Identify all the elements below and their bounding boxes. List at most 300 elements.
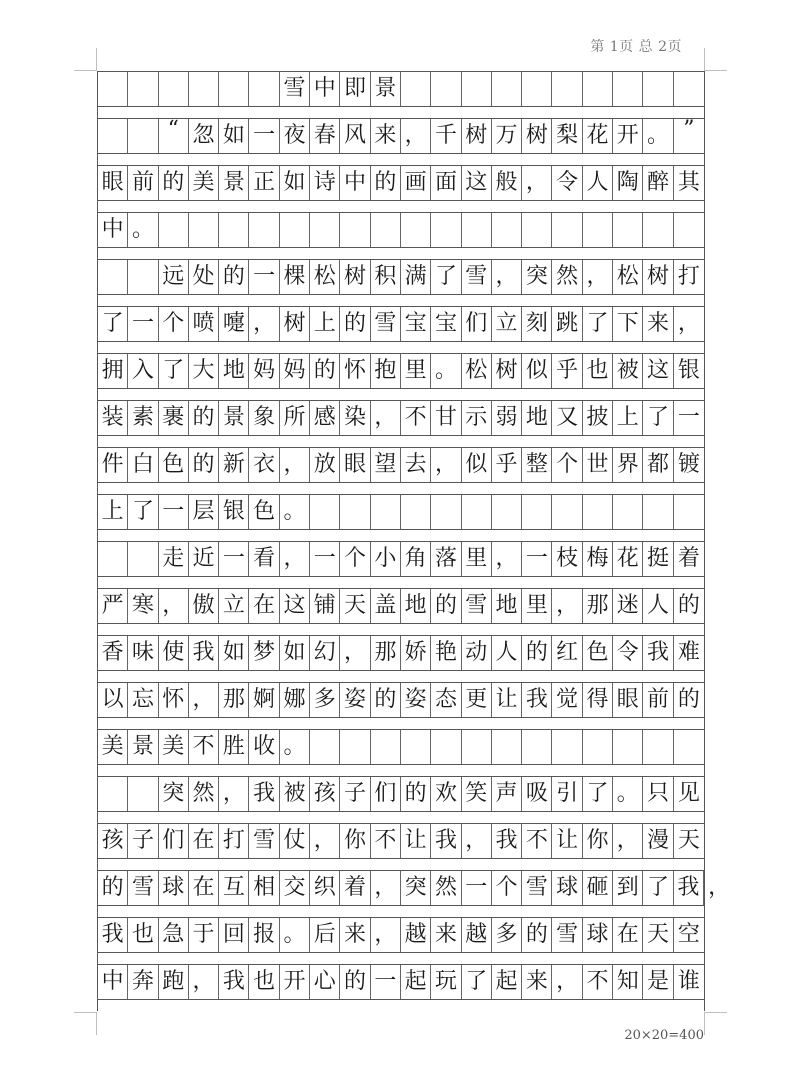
grid-row: [98, 165, 704, 201]
grid-cell: 在: [189, 871, 219, 905]
grid-cell: [189, 72, 219, 106]
grid-cell: 上: [613, 401, 643, 435]
grid-cell: 了: [431, 260, 461, 294]
grid-cell: [159, 72, 189, 106]
grid-cell: 突: [159, 777, 189, 811]
grid-cell: 迷: [613, 589, 643, 623]
grid-cell: 角: [401, 542, 431, 576]
grid-cell: 收: [250, 730, 280, 764]
grid-cell: 子: [340, 777, 370, 811]
grid-cell: 白: [128, 448, 158, 482]
grid-cell: 银: [219, 495, 249, 529]
grid-cell: 见: [677, 781, 700, 806]
grid-cell: 美: [98, 730, 128, 764]
grid-cell: 中: [98, 965, 128, 999]
grid-cell: [219, 213, 249, 247]
grid-cell: 积: [371, 260, 401, 294]
grid-cell: 。: [280, 918, 310, 952]
grid-row: [98, 682, 704, 718]
grid-cell: 中: [310, 72, 340, 106]
grid-cell: 正: [250, 166, 280, 200]
grid-cell: 小: [371, 542, 401, 576]
grid-cell: 让: [492, 683, 522, 717]
grid-cell: 整: [522, 448, 552, 482]
grid-cell: [613, 730, 643, 764]
grid-cell: [128, 260, 158, 294]
grid-cell: 那: [583, 589, 613, 623]
grid-row: [98, 729, 704, 765]
page-number: 第 1页 总 2页: [590, 39, 682, 55]
grid-cell: [98, 119, 128, 153]
grid-cell: 大: [189, 354, 219, 388]
grid-cell: 你: [340, 824, 370, 858]
grid-cell: 难: [677, 640, 700, 665]
grid-cell: [340, 730, 370, 764]
grid-cell: 花: [613, 542, 643, 576]
grid-cell: 乎: [553, 354, 583, 388]
grid-cell: 傲: [189, 589, 219, 623]
grid-cell: 打: [677, 264, 700, 289]
grid-cell: 的: [189, 401, 219, 435]
grid-cell: 回: [219, 918, 249, 952]
grid-cell: 来: [643, 307, 673, 341]
grid-cell: [553, 495, 583, 529]
grid-cell: 突: [401, 871, 431, 905]
grid-cell: 醉: [643, 166, 673, 200]
grid-cell: 砸: [583, 871, 613, 905]
grid-cell: ，: [371, 401, 401, 435]
grid-cell: 上: [310, 307, 340, 341]
grid-cell: 也: [128, 918, 158, 952]
grid-cell: 象: [250, 401, 280, 435]
grid-cell: 艳: [431, 636, 461, 670]
grid-cell: 棵: [280, 260, 310, 294]
grid-cell: 相: [250, 871, 280, 905]
grid-cell: [522, 495, 552, 529]
grid-cell: 裹: [159, 401, 189, 435]
grid-cell: 望: [371, 448, 401, 482]
grid-cell: 衣: [250, 448, 280, 482]
grid-cell: “: [159, 119, 189, 153]
grid-cell: 染: [340, 401, 370, 435]
grid-cell: 下: [613, 307, 643, 341]
grid-cell: 花: [583, 119, 613, 153]
grid-cell: 立: [492, 307, 522, 341]
grid-cell: 空: [677, 922, 700, 947]
grid-cell: 了: [643, 401, 673, 435]
grid-cell: 即: [340, 72, 370, 106]
hanging-punctuation: ，: [708, 875, 731, 900]
grid-cell: 银: [677, 358, 700, 383]
grid-cell: ，: [250, 307, 280, 341]
grid-cell: [613, 72, 643, 106]
grid-cell: [128, 72, 158, 106]
grid-cell: 了: [462, 965, 492, 999]
grid-cell: 了: [643, 871, 673, 905]
grid-cell: [250, 72, 280, 106]
grid-cell: 其: [677, 170, 700, 195]
grid-cell: 如: [280, 636, 310, 670]
grid-cell: 天: [340, 589, 370, 623]
grid-cell: [643, 495, 673, 529]
grid-cell: 了: [159, 354, 189, 388]
grid-cell: 香: [98, 636, 128, 670]
grid-cell: 前: [643, 683, 673, 717]
grid-cell: 的: [677, 593, 700, 618]
grid-cell: 素: [128, 401, 158, 435]
grid-cell: ，: [401, 119, 431, 153]
grid-cell: 。: [280, 495, 310, 529]
grid-cell: 乎: [492, 448, 522, 482]
grid-cell: 娇: [401, 636, 431, 670]
grid-cell: 一: [219, 542, 249, 576]
grid-cell: 的: [310, 354, 340, 388]
grid-cell: 球: [159, 871, 189, 905]
grid-cell: 一: [371, 965, 401, 999]
grid-cell: 越: [462, 918, 492, 952]
grid-cell: 令: [553, 166, 583, 200]
crop-mark-top-right: [704, 48, 727, 71]
grid-cell: [522, 213, 552, 247]
grid-cell: [492, 730, 522, 764]
grid-cell: ，: [583, 260, 613, 294]
grid-cell: 态: [431, 683, 461, 717]
grid-cell: [280, 213, 310, 247]
grid-cell: 了: [583, 307, 613, 341]
grid-cell: 眼: [98, 166, 128, 200]
grid-cell: ，: [280, 448, 310, 482]
grid-cell: [371, 495, 401, 529]
grid-cell: 装: [98, 401, 128, 435]
grid-cell: ，: [522, 166, 552, 200]
grid-cell: ，: [677, 311, 700, 336]
grid-cell: 来: [371, 119, 401, 153]
grid-cell: 那: [219, 683, 249, 717]
grid-cell: 来: [522, 965, 552, 999]
grid-cell: 远: [159, 260, 189, 294]
grid-cell: 笑: [462, 777, 492, 811]
grid-cell: 地: [492, 589, 522, 623]
grid-cell: [674, 213, 704, 247]
grid-cell: 。: [128, 213, 158, 247]
grid-cell: 球: [583, 918, 613, 952]
grid-cell: 的: [219, 260, 249, 294]
grid-cell: 多: [492, 918, 522, 952]
grid-cell: 陶: [613, 166, 643, 200]
grid-cell: [189, 213, 219, 247]
grid-cell: 忘: [128, 683, 158, 717]
grid-cell: 一: [677, 405, 700, 430]
grid-cell: 来: [340, 918, 370, 952]
grid-cell: 满: [401, 260, 431, 294]
grid-cell: 你: [583, 824, 613, 858]
grid-cell: 了: [583, 777, 613, 811]
grid-cell: [340, 495, 370, 529]
grid-cell: 上: [98, 495, 128, 529]
grid-row: [98, 353, 704, 389]
grid-cell: 色: [583, 636, 613, 670]
grid-cell: 不: [371, 824, 401, 858]
grid-cell: [98, 542, 128, 576]
grid-cell: 梅: [583, 542, 613, 576]
grid-cell: ”: [683, 117, 695, 142]
grid-cell: [553, 72, 583, 106]
grid-cell: 然: [553, 260, 583, 294]
grid-cell: [431, 730, 461, 764]
grid-cell: 夜: [280, 119, 310, 153]
grid-cell: ，: [553, 965, 583, 999]
grid-cell: 球: [553, 871, 583, 905]
grid-cell: 我: [674, 871, 704, 905]
grid-cell: 孩: [98, 824, 128, 858]
grid-row: [98, 118, 704, 154]
grid-cell: [613, 495, 643, 529]
grid-cell: [492, 213, 522, 247]
grid-cell: 一: [310, 542, 340, 576]
grid-cell: 落: [431, 542, 461, 576]
grid-cell: 春: [310, 119, 340, 153]
grid-cell: ，: [189, 683, 219, 717]
grid-cell: [643, 213, 673, 247]
grid-cell: 后: [310, 918, 340, 952]
grid-row: [98, 259, 704, 295]
grid-cell: 不: [583, 965, 613, 999]
grid-cell: [401, 213, 431, 247]
grid-cell: [643, 730, 673, 764]
grid-cell: 以: [98, 683, 128, 717]
grid-cell: 诗: [310, 166, 340, 200]
grid-cell: 这: [462, 166, 492, 200]
grid-cell: 的: [371, 166, 401, 200]
grid-cell: 到: [613, 871, 643, 905]
grid-counter: 20×20=400: [624, 1028, 704, 1043]
grid-cell: 只: [643, 777, 673, 811]
grid-cell: [401, 72, 431, 106]
grid-cell: 我: [98, 918, 128, 952]
grid-cell: 又: [553, 401, 583, 435]
grid-cell: 那: [371, 636, 401, 670]
grid-cell: ，: [553, 589, 583, 623]
grid-cell: 树: [643, 260, 673, 294]
grid-cell: 。: [280, 730, 310, 764]
grid-cell: 了: [128, 495, 158, 529]
grid-cell: [431, 495, 461, 529]
grid-cell: 打: [219, 824, 249, 858]
grid-cell: 似: [522, 354, 552, 388]
grid-cell: ，: [492, 542, 522, 576]
grid-cell: ，: [371, 918, 401, 952]
grid-cell: 于: [189, 918, 219, 952]
grid-cell: 宝: [401, 307, 431, 341]
grid-cell: 的: [401, 777, 431, 811]
grid-row: [98, 776, 704, 812]
grid-cell: [492, 495, 522, 529]
grid-cell: 如: [280, 166, 310, 200]
grid-cell: [310, 213, 340, 247]
title-row: [98, 71, 704, 107]
grid-cell: 声: [492, 777, 522, 811]
grid-row: [98, 870, 731, 906]
grid-cell: 地: [219, 354, 249, 388]
grid-cell: 雪: [522, 871, 552, 905]
grid-cell: 觉: [553, 683, 583, 717]
grid-cell: 不: [401, 401, 431, 435]
grid-cell: 着: [340, 871, 370, 905]
grid-cell: 雪: [128, 871, 158, 905]
grid-cell: 个: [492, 871, 522, 905]
grid-cell: 在: [250, 589, 280, 623]
grid-cell: 一: [462, 871, 492, 905]
grid-cell: 我: [643, 636, 673, 670]
grid-cell: [462, 72, 492, 106]
grid-cell: 妈: [280, 354, 310, 388]
grid-cell: [583, 495, 613, 529]
grid-cell: [371, 730, 401, 764]
grid-cell: 面: [431, 166, 461, 200]
grid-cell: 处: [189, 260, 219, 294]
grid-cell: 拥: [98, 354, 128, 388]
grid-cell: 看: [250, 542, 280, 576]
grid-cell: 报: [250, 918, 280, 952]
grid-cell: 子: [128, 824, 158, 858]
grid-cell: 然: [189, 777, 219, 811]
grid-cell: 我: [492, 824, 522, 858]
grid-cell: 也: [250, 965, 280, 999]
grid-cell: 仗: [280, 824, 310, 858]
grid-cell: 让: [401, 824, 431, 858]
grid-cell: 景: [128, 730, 158, 764]
grid-cell: 个: [340, 542, 370, 576]
grid-cell: 的: [431, 589, 461, 623]
grid-cell: 跑: [159, 965, 189, 999]
grid-cell: 雪: [280, 72, 310, 106]
grid-cell: 雪: [553, 918, 583, 952]
grid-cell: 不: [522, 824, 552, 858]
grid-cell: 被: [280, 777, 310, 811]
grid-cell: 婀: [250, 683, 280, 717]
grid-cell: [462, 213, 492, 247]
grid-cell: 宝: [431, 307, 461, 341]
grid-cell: 红: [553, 636, 583, 670]
grid-row: [98, 306, 704, 342]
grid-cell: 娜: [280, 683, 310, 717]
grid-cell: 的: [340, 307, 370, 341]
manuscript-grid: [97, 71, 731, 1011]
grid-cell: 是: [643, 965, 673, 999]
grid-cell: 嚏: [219, 307, 249, 341]
grid-cell: 互: [219, 871, 249, 905]
grid-cell: [492, 72, 522, 106]
grid-cell: 铺: [310, 589, 340, 623]
grid-cell: 枝: [553, 542, 583, 576]
grid-cell: 奔: [128, 965, 158, 999]
grid-cell: 千: [431, 119, 461, 153]
grid-cell: 胜: [219, 730, 249, 764]
grid-cell: 跳: [553, 307, 583, 341]
grid-cell: 似: [462, 448, 492, 482]
grid-row: [98, 400, 704, 436]
grid-cell: 吸: [522, 777, 552, 811]
grid-cell: 。: [613, 777, 643, 811]
grid-cell: 玩: [431, 965, 461, 999]
grid-cell: 都: [643, 448, 673, 482]
grid-cell: [522, 72, 552, 106]
grid-cell: 在: [613, 918, 643, 952]
grid-cell: 姿: [340, 683, 370, 717]
grid-cell: 开: [280, 965, 310, 999]
grid-cell: 一: [159, 495, 189, 529]
grid-cell: 甘: [431, 401, 461, 435]
grid-cell: 们: [371, 777, 401, 811]
grid-cell: [128, 119, 158, 153]
grid-cell: 欢: [431, 777, 461, 811]
grid-cell: 引: [553, 777, 583, 811]
grid-cell: 一: [250, 260, 280, 294]
grid-cell: [159, 213, 189, 247]
grid-cell: 个: [553, 448, 583, 482]
grid-cell: 不: [189, 730, 219, 764]
grid-cell: 里: [401, 354, 431, 388]
grid-cell: 走: [159, 542, 189, 576]
grid-cell: ，: [431, 448, 461, 482]
grid-cell: 眼: [613, 683, 643, 717]
grid-cell: 如: [219, 636, 249, 670]
grid-cell: 起: [492, 965, 522, 999]
grid-cell: [583, 213, 613, 247]
grid-cell: 动: [462, 636, 492, 670]
grid-cell: 们: [462, 307, 492, 341]
grid-cell: 急: [159, 918, 189, 952]
grid-row: [98, 635, 704, 671]
grid-cell: 雪: [371, 307, 401, 341]
grid-cell: 盖: [371, 589, 401, 623]
grid-cell: 新: [219, 448, 249, 482]
grid-cell: 多: [310, 683, 340, 717]
grid-cell: 前: [128, 166, 158, 200]
grid-cell: 人: [583, 166, 613, 200]
grid-cell: ，: [159, 589, 189, 623]
grid-cell: 这: [280, 589, 310, 623]
grid-cell: 雪: [462, 589, 492, 623]
grid-cell: 怀: [159, 683, 189, 717]
grid-cell: 景: [219, 401, 249, 435]
grid-cell: 所: [280, 401, 310, 435]
grid-cell: 人: [492, 636, 522, 670]
grid-row: [98, 494, 704, 530]
grid-cell: 的: [371, 683, 401, 717]
grid-cell: 树: [340, 260, 370, 294]
grid-cell: [613, 213, 643, 247]
grid-cell: 景: [371, 72, 401, 106]
grid-cell: 我: [189, 636, 219, 670]
grid-cell: 妈: [250, 354, 280, 388]
grid-cell: 的: [522, 918, 552, 952]
grid-cell: 我: [219, 965, 249, 999]
grid-cell: 刻: [522, 307, 552, 341]
grid-cell: 越: [401, 918, 431, 952]
grid-cell: [128, 542, 158, 576]
grid-cell: 知: [613, 965, 643, 999]
grid-cell: [522, 730, 552, 764]
grid-cell: 着: [677, 546, 700, 571]
grid-cell: 孩: [310, 777, 340, 811]
grid-cell: 让: [553, 824, 583, 858]
grid-cell: [250, 213, 280, 247]
grid-cell: 们: [159, 824, 189, 858]
grid-cell: 天: [677, 828, 700, 853]
grid-cell: 风: [340, 119, 370, 153]
grid-cell: 。: [643, 119, 673, 153]
